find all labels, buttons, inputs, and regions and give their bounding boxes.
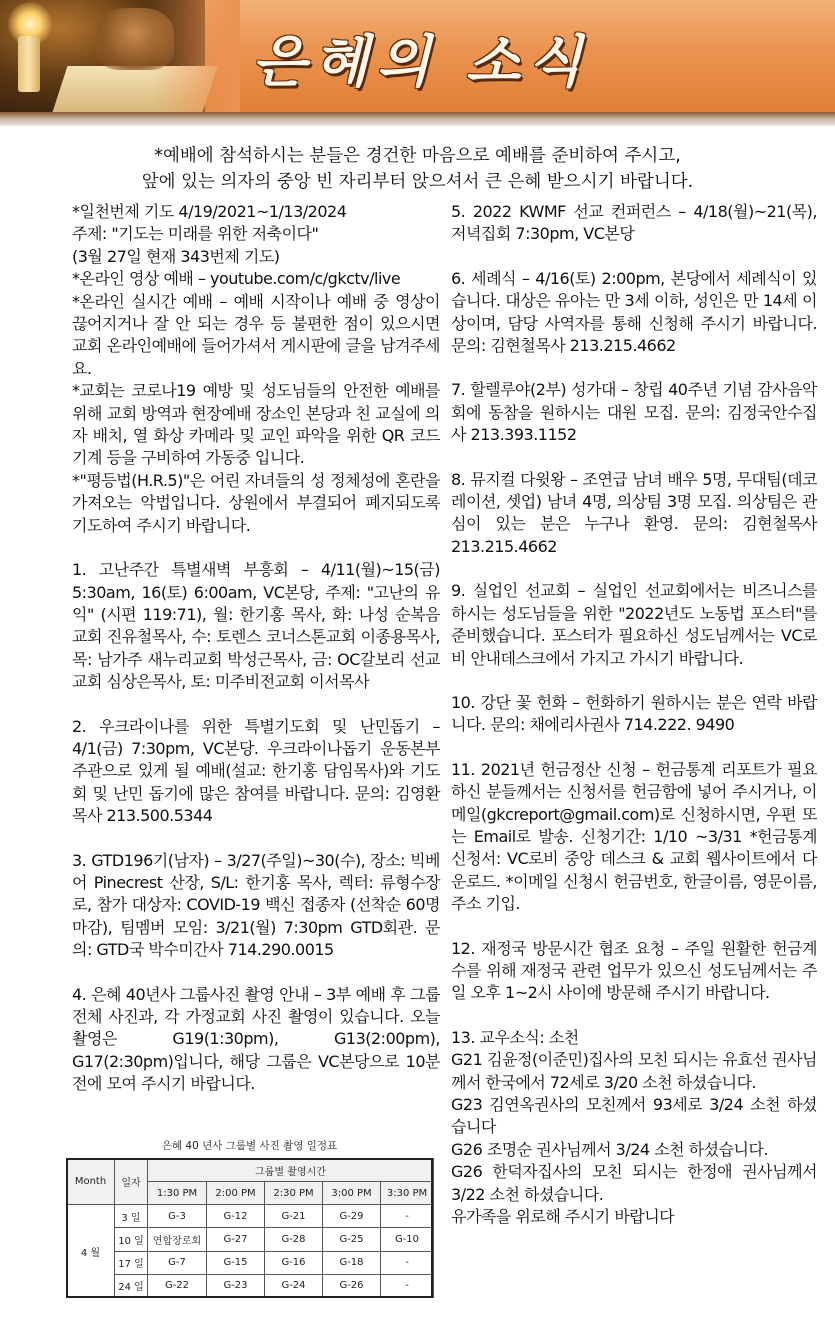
group-cell: G-22 xyxy=(148,1274,207,1297)
intro-notice xyxy=(0,143,835,195)
group-cell: G-24 xyxy=(265,1274,323,1297)
group-cell: G-25 xyxy=(323,1228,381,1251)
group-cell: G-26 xyxy=(323,1274,381,1297)
group-cell: G-16 xyxy=(265,1251,323,1274)
online-live-notice: *온라인 실시간 예배 – 예배 시작이나 예배 중 영상이 끊어지거나 잘 안 되는 경우 등 불편한 점이 있으시면 교회 온라인예배에 들어가셔서 게시판에 글을 남겨주세요. xyxy=(72,291,440,378)
group-cell: - xyxy=(381,1274,434,1297)
announcement-9: 9. 실업인 선교회 – 실업인 선교회에서는 비즈니스를 하시는 성도님들을 위한 "2022년도 노동법 포스터"를 준비했습니다. 포스터가 필요하신 성도님께서는 VC로비 안내데스크에서 가지고 가시기 바랍니다. xyxy=(451,581,817,668)
group-cell: 연합장로회 xyxy=(148,1228,207,1251)
online-video-link[interactable]: *온라인 영상 예배 – youtube.com/c/gkctv/live xyxy=(72,269,401,289)
announcement-8: 8. 뮤지컬 다윗왕 – 조연급 남녀 배우 5명, 무대팀(데코레이션, 셋업) 남녀 4명, 의상팀 3명 모집. 의상팀은 관심이 있는 분은 누구나 환영. 문의: 김현철목사 213.215.4662 xyxy=(451,469,817,556)
group-cell: G-27 xyxy=(207,1228,265,1251)
month-cell: 4 월 xyxy=(67,1205,115,1298)
table-row xyxy=(67,1251,434,1274)
right-column xyxy=(451,201,817,1228)
intro-line-1: *예배에 참석하시는 분들은 경건한 마음으로 예배를 준비하여 주시고, xyxy=(154,146,681,166)
left-column xyxy=(72,201,440,1096)
time-header: 3:30 PM xyxy=(381,1182,434,1205)
table-row xyxy=(67,1205,434,1228)
obituary-line: G23 김연옥권사의 모친께서 93세로 3/24 소천 하셨습니다 xyxy=(451,1095,817,1137)
time-header: 1:30 PM xyxy=(148,1182,207,1205)
obituary-line: 유가족을 위로해 주시기 바랍니다 xyxy=(451,1207,675,1227)
group-cell: - xyxy=(381,1205,434,1228)
date-cell: 3 일 xyxy=(115,1205,148,1228)
prayer-theme: 주제: "기도는 미래를 위한 저축이다" xyxy=(72,224,319,244)
schedule-table xyxy=(66,1158,434,1298)
group-cell: G-3 xyxy=(148,1205,207,1228)
table-row xyxy=(67,1274,434,1297)
header-divider xyxy=(0,112,835,126)
group-cell: - xyxy=(381,1251,434,1274)
announcement-1: 1. 고난주간 특별새벽 부흥회 – 4/11(월)~15(금) 5:30am, 16(토) 6:00am, VC본당, 주제: "고난의 유익" (시편 119:71), 월: 한기홍 목사, 화: 나성 순복음 교회 진유철목사, 수: 토렌스 코너스톤교회 이종용목사, 목: 남가주 새누리교회 박성근목사, 금: OC갈보리 선교교회 심상은목사, 토: 미주비전교회 이서목사 xyxy=(72,560,440,692)
schedule-table-title: 은혜 40 년사 그룹별 사진 촬영 일정표 xyxy=(161,1140,338,1152)
time-header: 2:30 PM xyxy=(265,1182,323,1205)
table-row xyxy=(67,1228,434,1251)
group-time-header: 그룹별 촬영시간 xyxy=(148,1159,434,1182)
group-cell: G-23 xyxy=(207,1274,265,1297)
header-banner xyxy=(0,0,835,112)
group-cell: G-21 xyxy=(265,1205,323,1228)
announcement-4: 4. 은혜 40년사 그룹사진 촬영 안내 – 3부 예배 후 그룹전체 사진과, 각 가정교회 사진 촬영이 있습니다. 오늘 촬영은 G19(1:30pm), G13(2:00pm), G17(2:30pm)입니다, 해당 그룹은 VC본당으로 10분전에 모여 주시기 바랍니다. xyxy=(72,984,440,1094)
announcement-5: 5. 2022 KWMF 선교 컨퍼런스 – 4/18(월)~21(목), 저녁집회 7:30pm, VC본당 xyxy=(451,202,817,244)
date-cell: 17 일 xyxy=(115,1251,148,1274)
group-cell: G-12 xyxy=(207,1205,265,1228)
announcement-11: 11. 2021년 헌금정산 신청 – 헌금통계 리포트가 필요하신 분들께서는 신청서를 헌금함에 넣어 주시거나, 이메일(gkcreport@gmail.com)로 신청하시면, 우편 또는 Email로 발송. 신청기간: 1/10 ~3/31 *헌금통계 신청서: VC로비 중앙 데스크 & 교회 웹사이트에서 다운로드. *이메일 신청시 헌금번호, 한글이름, 영문이름, 주소 기입. xyxy=(451,759,817,914)
col-month-header: Month xyxy=(67,1159,115,1205)
date-cell: 10 일 xyxy=(115,1228,148,1251)
equality-act-notice: *"평등법(H.R.5)"은 어린 자녀들의 성 정체성에 혼란을 가져오는 악법입니다. 상원에서 부결되어 폐지되도록 기도하여 주시기 바랍니다. xyxy=(72,470,440,535)
announcement-13-heading: 13. 교우소식: 소천 xyxy=(451,1027,579,1047)
intro-line-2: 앞에 있는 의자의 중앙 빈 자리부터 앉으셔서 큰 은혜 받으시기 바랍니다. xyxy=(141,172,694,192)
announcement-7: 7. 할렐루야(2부) 성가대 – 창립 40주년 기념 감사음악회에 동참을 원하시는 대원 모집. 문의: 김정국안수집사 213.393.1152 xyxy=(451,380,817,445)
announcement-12: 12. 재정국 방문시간 협조 요청 – 주일 원활한 헌금계수를 위해 재정국 관련 업무가 있으신 성도님께서는 주일 오후 1~2시 사이에 방문해 주시기 바랍니다. xyxy=(451,938,817,1003)
covid-notice: *교회는 코로나19 예방 및 성도님들의 안전한 예배를 위해 교회 방역과 현장예배 장소인 본당과 친 교실에 의자 배치, 열 화상 카메라 및 교인 파악을 위한 QR 코드 기계 등을 구비하여 가동중 입니다. xyxy=(72,381,440,468)
group-cell: G-28 xyxy=(265,1228,323,1251)
prayer-count: (3월 27일 현재 343번제 기도) xyxy=(72,246,280,266)
col-date-header: 일자 xyxy=(115,1159,148,1205)
group-cell: G-18 xyxy=(323,1251,381,1274)
candle-icon xyxy=(18,36,40,92)
date-cell: 24 일 xyxy=(115,1274,148,1297)
group-cell: G-15 xyxy=(207,1251,265,1274)
group-cell: G-10 xyxy=(381,1228,434,1251)
announcement-6: 6. 세례식 – 4/16(토) 2:00pm, 본당에서 세례식이 있습니다. 대상은 유아는 만 3세 이하, 성인은 만 14세 이상이며, 담당 사역자를 통해 신청해 주시기 바랍니다. 문의: 김현철목사 213.215.4662 xyxy=(451,268,817,356)
announcement-2: 2. 우크라이나를 위한 특별기도회 및 난민돕기 – 4/1(금) 7:30pm, VC본당. 우크라이나돕기 운동본부 주관으로 있게 될 예배(설교: 한기홍 담임목사)와 기도회 및 난민 돕기에 많은 참여를 바랍니다. 문의: 김영환목사 213.500.5344 xyxy=(72,716,440,826)
time-header: 3:00 PM xyxy=(323,1182,381,1205)
page-title: 은혜의 소식 xyxy=(252,29,590,95)
group-cell: G-29 xyxy=(323,1205,381,1228)
obituary-line: G26 조명순 권사님께서 3/24 소천 하셨습니다. xyxy=(451,1139,769,1159)
group-cell: G-7 xyxy=(148,1251,207,1274)
prayer-title: *일천번제 기도 4/19/2021~1/13/2024 xyxy=(72,202,347,221)
photo-fade xyxy=(150,0,240,112)
obituary-line: G26 한덕자집사의 모친 되시는 한정애 권사님께서 3/22 소천 하셨습니다. xyxy=(451,1162,817,1204)
obituary-line: G21 김윤정(이준민)집사의 모친 되시는 유효선 권사님께서 한국에서 72세로 3/20 소천 하셨습니다. xyxy=(451,1050,817,1092)
announcement-10: 10. 강단 꽃 헌화 – 헌화하기 원하시는 분은 연락 바랍니다. 문의: 채에리사권사 714.222. 9490 xyxy=(451,692,817,735)
announcement-3: 3. GTD196기(남자) – 3/27(주일)~30(수), 장소: 빅베어 Pinecrest 산장, S/L: 한기홍 목사, 렉터: 류형수장로, 참가 대상자: COVID-19 백신 접종자 (선착순 60명 마감), 팀멤버 모임: 3/21(월) 7:30pm GTD회관. 문의: GTD국 박수미간사 714.290.0015 xyxy=(72,850,440,960)
time-header: 2:00 PM xyxy=(207,1182,265,1205)
